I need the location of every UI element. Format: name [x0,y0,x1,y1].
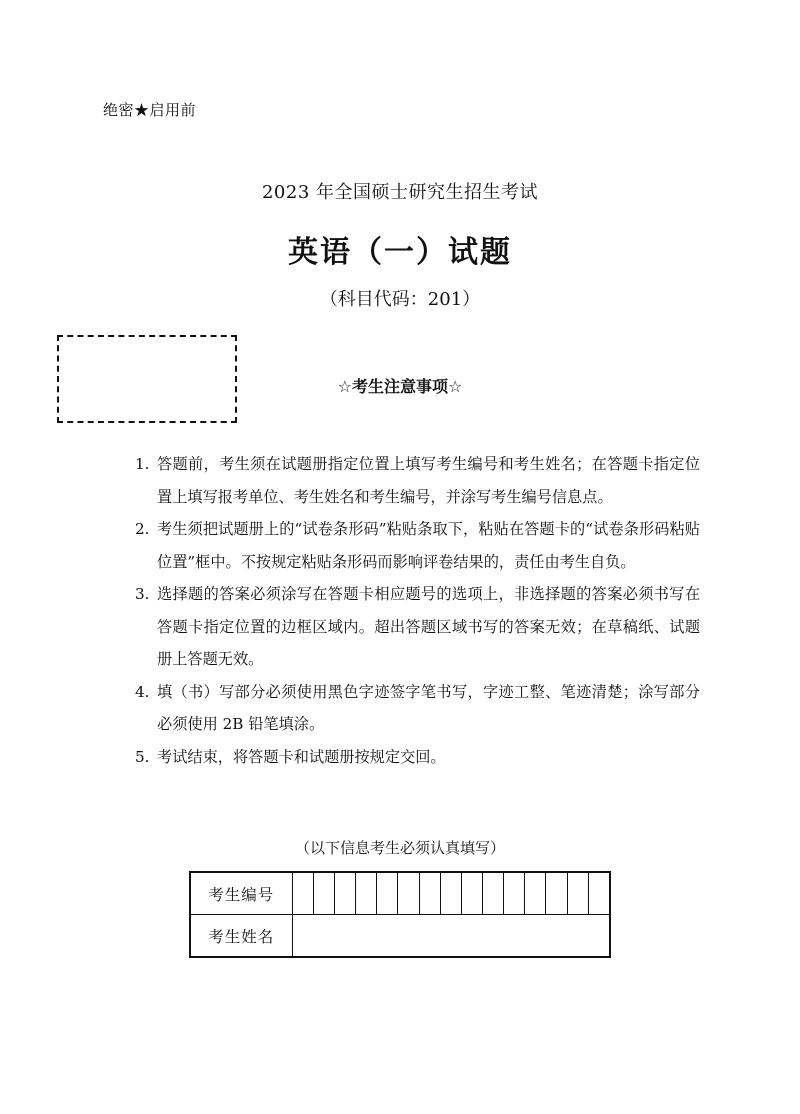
notice-item-number: 4. [135,682,150,701]
exam-name: 2023 年全国硕士研究生招生考试 [261,182,539,203]
notice-item [135,513,700,578]
notice-item-number: 3. [135,585,150,603]
candidate-number-row [190,872,610,915]
candidate-number-digit-box[interactable] [292,872,313,915]
candidate-name-field[interactable] [292,915,610,958]
notice-item-number: 5. [135,747,150,766]
notice-list [135,448,700,773]
subject-title: 英语（一）试题 [288,235,512,270]
notice-title: ☆考生注意事项☆ [337,377,463,396]
notice-item-text: 考试结束，将答题卡和试题册按规定交回。 [157,747,446,766]
secret-mark: 绝密★启用前 [103,101,197,119]
notice-item-number: 1. [135,455,150,473]
candidate-number-digit-box[interactable] [504,872,525,915]
subject-code: （科目代码：201） [319,289,481,310]
candidate-number-digit-box[interactable] [377,872,398,915]
candidate-name-label: 考生姓名 [190,915,292,958]
candidate-number-digit-box[interactable] [356,872,377,915]
notice-item-text: 填（书）写部分必须使用黑色字迹签字笔书写，字迹工整、笔迹清楚；涂写部分必须使用 2B 铅笔填涂。 [157,682,700,733]
candidate-number-digit-box[interactable] [440,872,461,915]
fill-instruction: （以下信息考生必须认真填写） [294,839,505,857]
notice-item-text: 选择题的答案必须涂写在答题卡相应题号的选项上，非选择题的答案必须书写在答题卡指定位置的边框区域内。超出答题区域书写的答案无效；在草稿纸、试题册上答题无效。 [157,585,700,668]
notice-item [135,578,700,676]
candidate-number-digit-box[interactable] [313,872,334,915]
candidate-number-digit-box[interactable] [419,872,440,915]
notice-item-text: 考生须把试题册上的“试卷条形码”粘贴条取下，粘贴在答题卡的“试卷条形码粘贴位置”框中。不按规定粘贴条形码而影响评卷结果的，责任由考生自负。 [157,520,700,571]
candidate-number-digit-box[interactable] [567,872,588,915]
notice-item-text: 答题前，考生须在试题册指定位置上填写考生编号和考生姓名；在答题卡指定位置上填写报考单位、考生姓名和考生编号，并涂写考生编号信息点。 [157,455,700,506]
notice-item [135,741,700,774]
candidate-name-row [190,915,610,958]
candidate-number-digit-box[interactable] [546,872,567,915]
candidate-number-digit-box[interactable] [461,872,482,915]
notice-item-number: 2. [135,520,150,538]
candidate-number-digit-box[interactable] [588,872,610,915]
notice-item [135,676,700,741]
candidate-number-digit-box[interactable] [334,872,355,915]
notice-item [135,448,700,513]
candidate-number-digit-box[interactable] [482,872,503,915]
candidate-number-digit-box[interactable] [398,872,419,915]
candidate-number-label: 考生编号 [190,872,292,915]
candidate-info-table [189,871,611,958]
candidate-number-digit-box[interactable] [525,872,546,915]
